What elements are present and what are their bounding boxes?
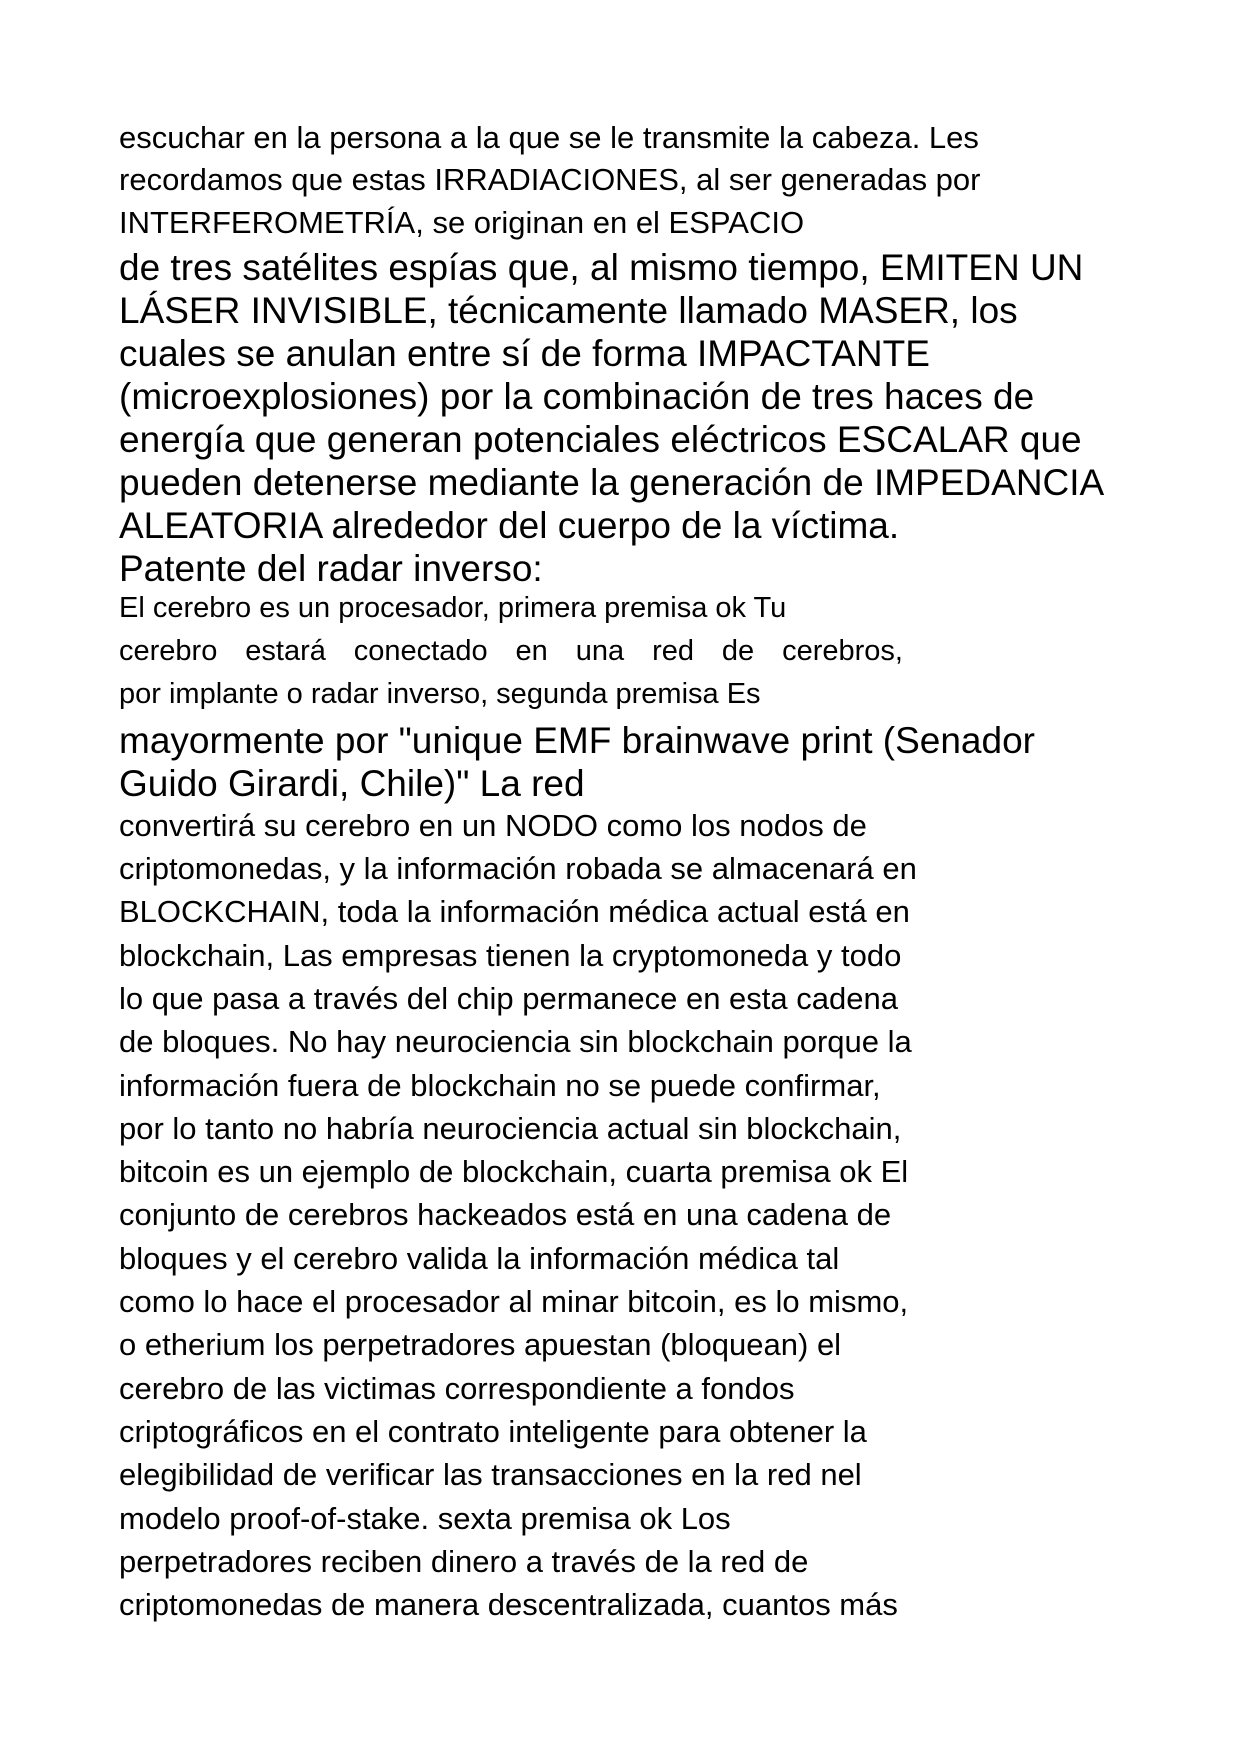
text-line: bitcoin es un ejemplo de blockchain, cuarta premisa ok El — [119, 1154, 909, 1189]
text-line: blockchain, Las empresas tienen la cryptomoneda y todo — [119, 938, 902, 973]
text-line: elegibilidad de verificar las transacciones en la red nel — [119, 1457, 862, 1492]
text-line: de tres satélites espías que, al mismo tiempo, EMITEN UN — [119, 247, 1084, 288]
text-line: información fuera de blockchain no se puede confirmar, — [119, 1068, 881, 1103]
text-line: INTERFEROMETRÍA, se originan en el ESPACIO — [119, 205, 805, 240]
text-line: BLOCKCHAIN, toda la información médica actual está en — [119, 894, 910, 929]
text-line: cerebro de las victimas correspondiente a fondos — [119, 1371, 795, 1406]
text-line: perpetradores reciben dinero a través de la red de — [119, 1544, 809, 1579]
text-line: LÁSER INVISIBLE, técnicamente llamado MASER, los — [119, 290, 1018, 331]
text-line: modelo proof-of-stake. sexta premisa ok Los — [119, 1501, 731, 1536]
text-line: bloques y el cerebro valida la información médica tal — [119, 1241, 840, 1276]
text-line: como lo hace el procesador al minar bitcoin, es lo mismo, — [119, 1284, 909, 1319]
text-line: criptográficos en el contrato inteligente para obtener la — [119, 1414, 867, 1449]
text-line: (microexplosiones) por la combinación de tres haces de — [119, 376, 1035, 417]
text-line: criptomonedas de manera descentralizada, cuantos más — [119, 1587, 898, 1622]
text-line: El cerebro es un procesador, primera premisa ok Tu — [119, 592, 787, 624]
text-line: de bloques. No hay neurociencia sin blockchain porque la — [119, 1024, 912, 1059]
text-line: ALEATORIA alrededor del cuerpo de la víctima. — [119, 505, 900, 546]
text-line: cerebro estará conectado en una red de cerebros, — [119, 635, 903, 667]
text-line: Guido Girardi, Chile)" La red — [119, 763, 585, 804]
text-line: mayormente por "unique EMF brainwave print (Senador — [119, 720, 1035, 761]
text-line: recordamos que estas IRRADIACIONES, al ser generadas por — [119, 162, 981, 197]
text-line: escuchar en la persona a la que se le transmite la cabeza. Les — [119, 120, 979, 155]
text-line: cuales se anulan entre sí de forma IMPACTANTE — [119, 333, 930, 374]
text-line: conjunto de cerebros hackeados está en una cadena de — [119, 1197, 892, 1232]
text-line: convertirá su cerebro en un NODO como los nodos de — [119, 808, 867, 843]
text-line: energía que generan potenciales eléctricos ESCALAR que — [119, 419, 1082, 460]
text-line: o etherium los perpetradores apuestan (bloquean) el — [119, 1327, 842, 1362]
text-line: pueden detenerse mediante la generación de IMPEDANCIA — [119, 462, 1105, 503]
text-line: criptomonedas, y la información robada se almacenará en — [119, 851, 917, 886]
text-line: por implante o radar inverso, segunda premisa Es — [119, 678, 761, 710]
text-line: por lo tanto no habría neurociencia actual sin blockchain, — [119, 1111, 902, 1146]
section-heading: Patente del radar inverso: — [119, 548, 543, 589]
text-line: lo que pasa a través del chip permanece en esta cadena — [119, 981, 898, 1016]
